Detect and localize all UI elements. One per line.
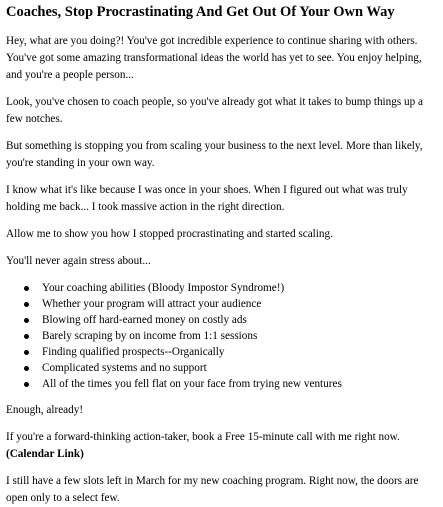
list-item-text: Your coaching abilities (Bloody Impostor Syndrome!) [42, 282, 285, 294]
bullet-icon [24, 302, 29, 307]
list-item-text: All of the times you fell flat on your face from trying new ventures [42, 378, 342, 390]
list-item-text: Blowing off hard-earned money on costly ads [42, 314, 247, 326]
paragraph-intro: Hey, what are you doing?! You've got incredible experience to continue sharing with others. You've got some amazing transformational ideas the world has yet to see. You enjoy helping, and you're a people person... [6, 35, 422, 81]
list-item [24, 344, 437, 360]
paragraph-never: You'll never again stress about... [6, 255, 151, 267]
bullet-icon [24, 382, 29, 387]
document-title: Coaches, Stop Procrastinating And Get Out Of Your Own Way [6, 4, 395, 20]
calendar-link[interactable]: (Calendar Link) [6, 448, 84, 460]
list-item-text: Barely scraping by on income from 1:1 sessions [42, 330, 258, 342]
paragraph-stopping: But something is stopping you from scaling your business to the next level. More than likely, you're standing in your own way. [6, 140, 423, 169]
list-item-text: Finding qualified prospects--Organically [42, 346, 225, 358]
list-item [24, 280, 437, 296]
list-item-text: Complicated systems and no support [42, 362, 207, 374]
paragraph-know: I know what it's like because I was once in your shoes. When I figured out what was truly holding me back... I took massive action in the right direction. [6, 184, 408, 213]
bullet-icon [24, 334, 29, 339]
list-item-text: Whether your program will attract your audience [42, 298, 262, 310]
list-item [24, 296, 437, 312]
list-item [24, 360, 437, 376]
list-item [24, 312, 437, 328]
bullet-icon [24, 366, 29, 371]
bullet-icon [24, 350, 29, 355]
bullet-icon [24, 318, 29, 323]
bullet-list [6, 280, 437, 392]
list-item [24, 376, 437, 392]
bullet-icon [24, 286, 29, 291]
cta-text: If you're a forward-thinking action-taker, book a Free 15-minute call with me right now. [6, 431, 400, 443]
paragraph-look: Look, you've chosen to coach people, so you've already got what it takes to bump things up a few notches. [6, 96, 423, 125]
paragraph-closing: I still have a few slots left in March for my new coaching program. Right now, the doors are open only to a select few. [6, 475, 419, 504]
list-item [24, 328, 437, 344]
paragraph-enough: Enough, already! [6, 404, 84, 416]
paragraph-cta [6, 429, 437, 463]
paragraph-allow: Allow me to show you how I stopped procrastinating and started scaling. [6, 228, 333, 240]
